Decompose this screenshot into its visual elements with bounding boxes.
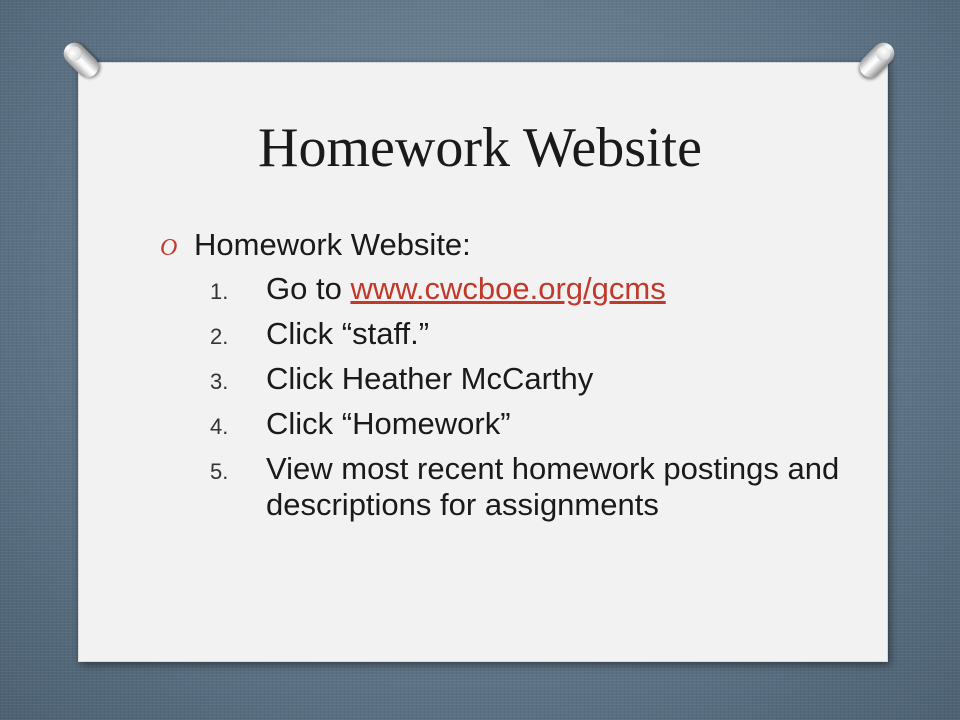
bullet-marker-icon: O xyxy=(160,235,178,261)
step-number: 5. xyxy=(210,459,229,484)
step-text: Click “Homework” xyxy=(266,406,511,442)
step-number: 4. xyxy=(210,414,229,440)
step-item xyxy=(210,271,840,307)
step-item xyxy=(210,316,840,352)
main-bullet xyxy=(160,226,840,263)
step-number: 2. xyxy=(210,324,229,350)
step-item xyxy=(210,451,840,523)
bullet-text: Homework Website: xyxy=(194,227,471,262)
step-item xyxy=(210,361,840,397)
step-text: View most recent homework postings and descriptions for assignments xyxy=(266,451,840,522)
step-text xyxy=(266,271,840,307)
step-number: 1. xyxy=(210,279,229,305)
step-text: Click Heather McCarthy xyxy=(266,361,594,397)
slide-title: Homework Website xyxy=(258,117,702,179)
website-link[interactable]: www.cwcboe.org/gcms xyxy=(350,271,666,307)
step-prefix: Go to xyxy=(266,271,351,307)
step-item xyxy=(210,406,840,442)
slide-content xyxy=(160,226,840,532)
steps-list xyxy=(160,271,840,523)
step-text: Click “staff.” xyxy=(266,316,430,352)
step-number: 3. xyxy=(210,369,229,395)
